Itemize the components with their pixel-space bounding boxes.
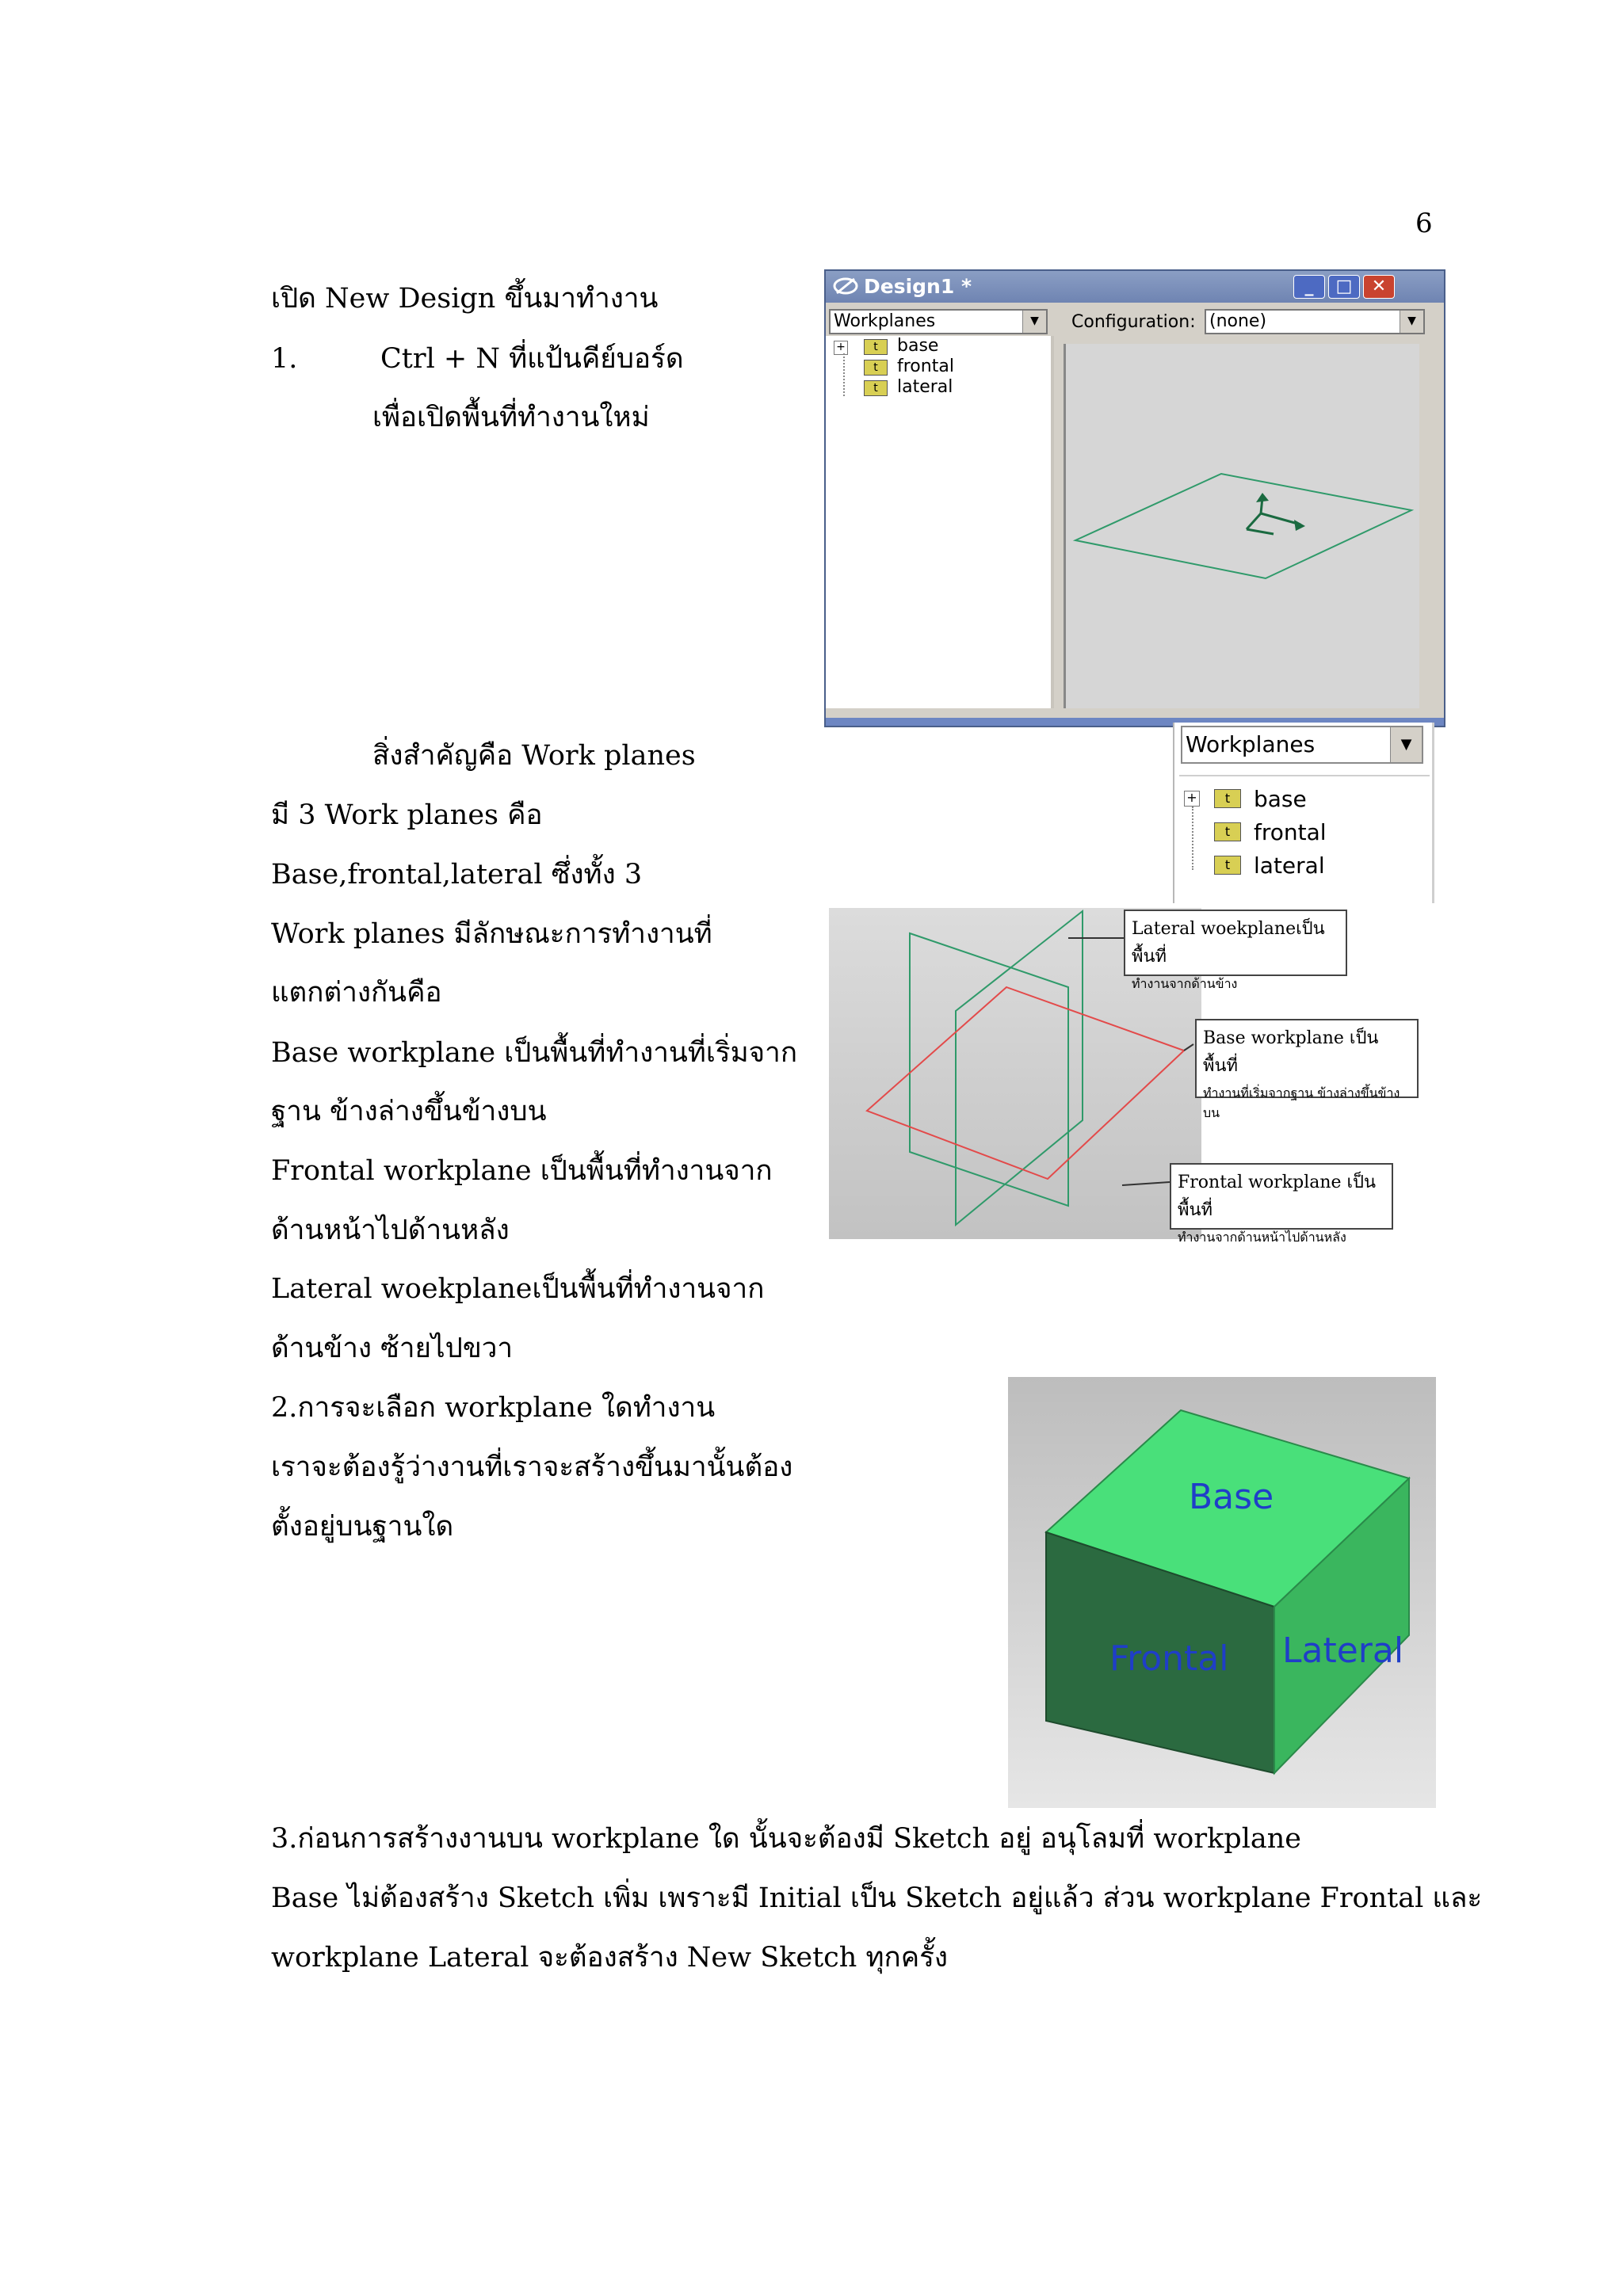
tree-item-frontal[interactable]: frontal [897,357,954,376]
workplane-icon: t [864,360,888,376]
title-bar [826,271,1444,303]
body-line: 2.การจะเลือก workplane ใดทำงาน [271,1392,716,1424]
workplane-cube-illustration [1008,1377,1436,1808]
workplane-icon: t [1214,856,1241,875]
chevron-down-icon[interactable]: ▼ [1400,311,1423,333]
workplane-icon: t [864,339,888,355]
design-window-screenshot [824,269,1445,727]
bottom-line: 3.ก่อนการสร้างงานบน workplane ใด นั้นจะต้องมี Sketch อยู่ อนุโลมที่ workplane [271,1823,1302,1855]
body-line: Base,frontal,lateral ซึ่งทั้ง 3 [271,859,643,891]
tree-item-base[interactable]: base [1254,786,1307,812]
body-line: ตั้งอยู่บนฐานใด [271,1511,454,1543]
callout-base [1195,1019,1419,1120]
workplanes-dropdown-value: Workplanes [1186,731,1316,757]
body-line: ด้านหน้าไปด้านหลัง [271,1215,510,1246]
configuration-dropdown[interactable] [1205,309,1425,334]
design-icon [832,276,859,301]
important-note: สิ่งสำคัญคือ Work planes [372,740,696,772]
workplanes-dropdown[interactable] [1181,726,1423,764]
3d-viewport[interactable] [1064,344,1419,708]
page-number: 6 [1415,208,1433,239]
bottom-line: workplane Lateral จะต้องสร้าง New Sketch ทุกครั้ง [271,1942,949,1974]
step1-text: Ctrl + N ที่แป้นคีย์บอร์ด [380,343,684,375]
tree-item-lateral[interactable]: lateral [897,377,953,397]
body-line: Work planes มีลักษณะการทำงานที่ [271,918,712,950]
step1-number: 1. [271,343,298,375]
callout-title: Base workplane เป็นพื้นที่ [1203,1028,1379,1076]
chevron-down-icon[interactable]: ▼ [1022,311,1046,333]
configuration-value: (none) [1209,311,1267,331]
chevron-down-icon[interactable]: ▼ [1390,727,1422,762]
tree-line [843,353,846,396]
callout-subtitle: ทำงานที่เริ่มจากฐาน ข้างล่างขึ้นข้างบน [1203,1085,1400,1120]
body-line: เราจะต้องรู้ว่างานที่เราจะสร้างขึ้นมานั้นต้อง [271,1451,793,1483]
bottom-line: Base ไม่ต้องสร้าง Sketch เพิ่ม เพราะมี Initial เป็น Sketch อยู่แล้ว ส่วน workplane Frontal และ [271,1882,1483,1914]
body-line: Lateral woekplaneเป็นพื้นที่ทำงานจาก [271,1273,765,1305]
callout-lateral [1124,910,1347,991]
workplanes-dropdown[interactable] [829,309,1048,334]
cube-label-frontal: Frontal [1109,1638,1229,1679]
minimize-button[interactable]: _ [1293,275,1325,299]
configuration-label: Configuration: [1071,312,1196,332]
workplanes-dropdown-value: Workplanes [834,311,936,331]
tree-item-frontal[interactable]: frontal [1254,819,1327,845]
open-design-text: เปิด New Design ขึ้นมาทำงาน [271,283,659,315]
callout-title: Frontal workplane เป็นพื้นที่ [1178,1173,1377,1220]
close-button[interactable]: ✕ [1363,275,1395,299]
callout-subtitle: ทำงานจากด้านหน้าไปด้านหลัง [1178,1230,1346,1245]
maximize-button[interactable]: □ [1328,275,1360,299]
workplane-icon: t [864,380,888,396]
body-line: ด้านข้าง ซ้ายไปขวา [271,1333,514,1364]
divider [1179,775,1430,776]
workplanes-diagram [829,908,1431,1245]
body-line: Frontal workplane เป็นพื้นที่ทำงานจาก [271,1155,773,1187]
expand-icon[interactable]: + [834,341,848,355]
body-line: ฐาน ข้างล่างขึ้นข้างบน [271,1096,547,1127]
body-line: Base workplane เป็นพื้นที่ทำงานที่เริ่มจาก [271,1037,798,1069]
callout-title: Lateral woekplaneเป็นพื้นที่ [1132,919,1325,967]
step1-continued: เพื่อเปิดพื้นที่ทำงานใหม่ [372,402,650,433]
body-line: แตกต่างกันคือ [271,977,442,1009]
workplanes-panel-crop [1173,723,1434,903]
cube-label-base: Base [1189,1477,1274,1517]
tree-item-base[interactable]: base [897,336,939,356]
expand-icon[interactable]: + [1184,791,1200,807]
callout-subtitle: ทำงานจากด้านข้าง [1132,976,1238,991]
cube-label-lateral: Lateral [1282,1630,1404,1671]
window-title: Design1 * [864,275,972,298]
body-line: มี 3 Work planes คือ [271,799,543,831]
workplane-tree [826,336,1054,708]
workplane-icon: t [1214,789,1241,808]
callout-frontal [1170,1163,1393,1245]
tree-line [1192,807,1193,870]
workplane-icon: t [1214,822,1241,841]
tree-item-lateral[interactable]: lateral [1254,852,1325,879]
